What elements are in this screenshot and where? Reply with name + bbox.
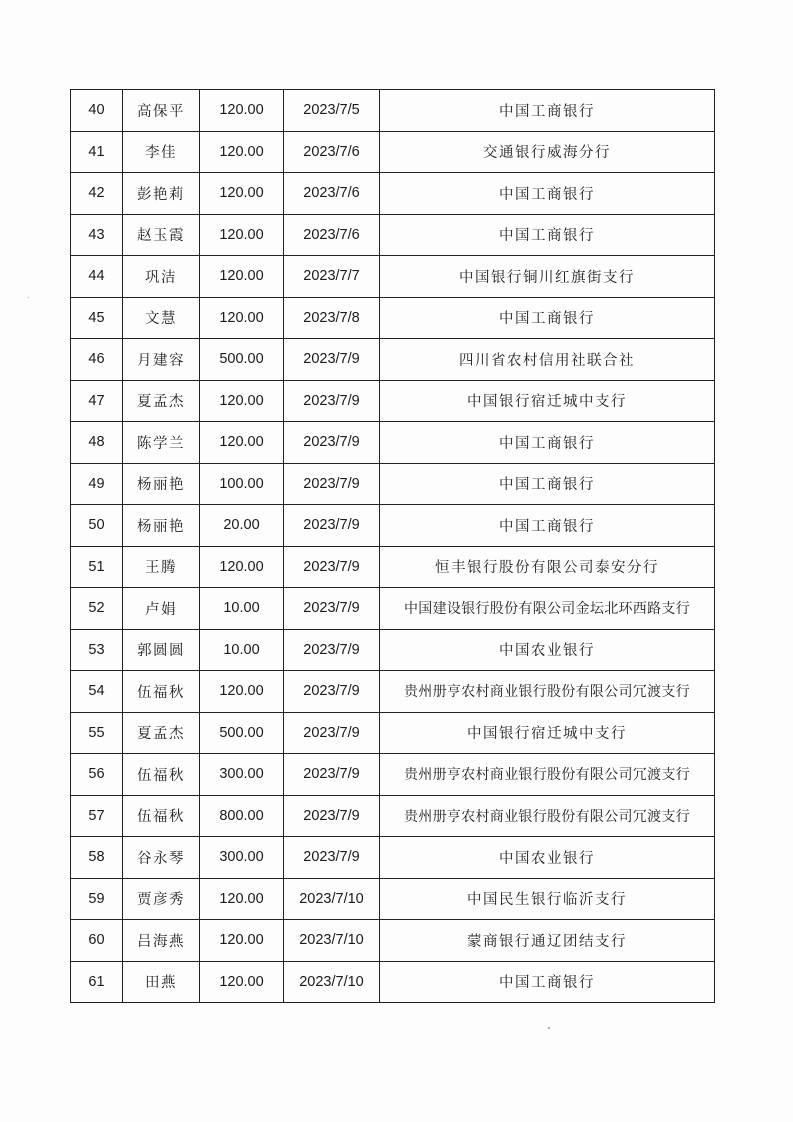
donor-name-cell: 王腾 [123,546,200,588]
bank-cell: 中国银行宿迁城中支行 [380,712,715,754]
donor-name-cell: 伍福秋 [123,671,200,713]
bank-cell: 贵州册亨农村商业银行股份有限公司冗渡支行 [380,671,715,713]
amount-cell: 120.00 [200,173,284,215]
date-cell: 2023/7/10 [284,920,380,962]
bank-cell: 中国银行宿迁城中支行 [380,380,715,422]
date-cell: 2023/7/9 [284,671,380,713]
table-row [71,380,715,422]
amount-cell: 120.00 [200,422,284,464]
donor-name-cell: 夏孟杰 [123,380,200,422]
table-row [71,961,715,1003]
amount-cell: 120.00 [200,546,284,588]
row-number-cell: 48 [71,422,123,464]
date-cell: 2023/7/9 [284,837,380,879]
table-row [71,671,715,713]
donor-name-cell: 文慧 [123,297,200,339]
amount-cell: 120.00 [200,297,284,339]
date-cell: 2023/7/8 [284,297,380,339]
bank-cell: 中国工商银行 [380,961,715,1003]
amount-cell: 120.00 [200,920,284,962]
donor-name-cell: 夏孟杰 [123,712,200,754]
donor-name-cell: 谷永琴 [123,837,200,879]
amount-cell: 120.00 [200,214,284,256]
row-number-cell: 41 [71,131,123,173]
row-number-cell: 56 [71,754,123,796]
amount-cell: 500.00 [200,712,284,754]
row-number-cell: 50 [71,505,123,547]
table-row [71,588,715,630]
amount-cell: 120.00 [200,131,284,173]
amount-cell: 100.00 [200,463,284,505]
date-cell: 2023/7/6 [284,131,380,173]
amount-cell: 500.00 [200,339,284,381]
bank-cell: 蒙商银行通辽团结支行 [380,920,715,962]
bank-cell: 恒丰银行股份有限公司泰安分行 [380,546,715,588]
date-cell: 2023/7/9 [284,463,380,505]
donor-name-cell: 巩洁 [123,256,200,298]
bank-cell: 贵州册亨农村商业银行股份有限公司冗渡支行 [380,754,715,796]
row-number-cell: 60 [71,920,123,962]
donor-name-cell: 伍福秋 [123,754,200,796]
row-number-cell: 44 [71,256,123,298]
table-row [71,712,715,754]
bank-cell: 中国工商银行 [380,297,715,339]
table-row [71,131,715,173]
donor-name-cell: 杨丽艳 [123,505,200,547]
row-number-cell: 45 [71,297,123,339]
date-cell: 2023/7/9 [284,712,380,754]
row-number-cell: 55 [71,712,123,754]
row-number-cell: 61 [71,961,123,1003]
row-number-cell: 58 [71,837,123,879]
date-cell: 2023/7/9 [284,588,380,630]
date-cell: 2023/7/10 [284,961,380,1003]
amount-cell: 120.00 [200,90,284,132]
amount-cell: 120.00 [200,256,284,298]
table-row [71,629,715,671]
bank-cell: 中国建设银行股份有限公司金坛北环西路支行 [380,588,715,630]
date-cell: 2023/7/10 [284,878,380,920]
donor-name-cell: 贾彦秀 [123,878,200,920]
bank-cell: 中国工商银行 [380,214,715,256]
table-row [71,920,715,962]
date-cell: 2023/7/9 [284,339,380,381]
row-number-cell: 42 [71,173,123,215]
row-number-cell: 59 [71,878,123,920]
table-row [71,795,715,837]
date-cell: 2023/7/7 [284,256,380,298]
bank-cell: 中国银行铜川红旗街支行 [380,256,715,298]
row-number-cell: 47 [71,380,123,422]
donor-name-cell: 陈学兰 [123,422,200,464]
row-number-cell: 46 [71,339,123,381]
table-row [71,505,715,547]
date-cell: 2023/7/9 [284,422,380,464]
amount-cell: 300.00 [200,837,284,879]
date-cell: 2023/7/6 [284,173,380,215]
donor-name-cell: 彭艳莉 [123,173,200,215]
table-row [71,214,715,256]
bank-cell: 交通银行威海分行 [380,131,715,173]
bank-cell: 贵州册亨农村商业银行股份有限公司冗渡支行 [380,795,715,837]
row-number-cell: 52 [71,588,123,630]
amount-cell: 10.00 [200,629,284,671]
table-row [71,463,715,505]
donor-name-cell: 高保平 [123,90,200,132]
row-number-cell: 40 [71,90,123,132]
donor-name-cell: 田燕 [123,961,200,1003]
donor-name-cell: 李佳 [123,131,200,173]
bank-cell: 中国工商银行 [380,505,715,547]
bank-cell: 四川省农村信用社联合社 [380,339,715,381]
row-number-cell: 57 [71,795,123,837]
date-cell: 2023/7/6 [284,214,380,256]
table-row [71,90,715,132]
row-number-cell: 53 [71,629,123,671]
bank-cell: 中国工商银行 [380,422,715,464]
row-number-cell: 49 [71,463,123,505]
table-row [71,297,715,339]
date-cell: 2023/7/9 [284,380,380,422]
donor-name-cell: 卢娟 [123,588,200,630]
bank-cell: 中国工商银行 [380,173,715,215]
amount-cell: 20.00 [200,505,284,547]
donation-table [70,89,715,1003]
amount-cell: 120.00 [200,380,284,422]
amount-cell: 800.00 [200,795,284,837]
amount-cell: 10.00 [200,588,284,630]
bank-cell: 中国工商银行 [380,90,715,132]
table-row [71,256,715,298]
table-row [71,837,715,879]
amount-cell: 300.00 [200,754,284,796]
donor-name-cell: 赵玉霞 [123,214,200,256]
donor-name-cell: 杨丽艳 [123,463,200,505]
scan-speck [548,1027,550,1029]
date-cell: 2023/7/9 [284,505,380,547]
date-cell: 2023/7/9 [284,629,380,671]
table-row [71,546,715,588]
date-cell: 2023/7/5 [284,90,380,132]
date-cell: 2023/7/9 [284,754,380,796]
bank-cell: 中国民生银行临沂支行 [380,878,715,920]
bank-cell: 中国农业银行 [380,629,715,671]
donor-name-cell: 吕海燕 [123,920,200,962]
donation-table-body [71,90,715,1003]
amount-cell: 120.00 [200,961,284,1003]
amount-cell: 120.00 [200,878,284,920]
date-cell: 2023/7/9 [284,795,380,837]
row-number-cell: 43 [71,214,123,256]
amount-cell: 120.00 [200,671,284,713]
table-row [71,173,715,215]
table-row [71,878,715,920]
donor-name-cell: 月建容 [123,339,200,381]
row-number-cell: 54 [71,671,123,713]
scan-speck [28,297,29,298]
row-number-cell: 51 [71,546,123,588]
date-cell: 2023/7/9 [284,546,380,588]
table-row [71,754,715,796]
donor-name-cell: 郭圆圆 [123,629,200,671]
donor-name-cell: 伍福秋 [123,795,200,837]
table-row [71,422,715,464]
table-row [71,339,715,381]
bank-cell: 中国农业银行 [380,837,715,879]
bank-cell: 中国工商银行 [380,463,715,505]
